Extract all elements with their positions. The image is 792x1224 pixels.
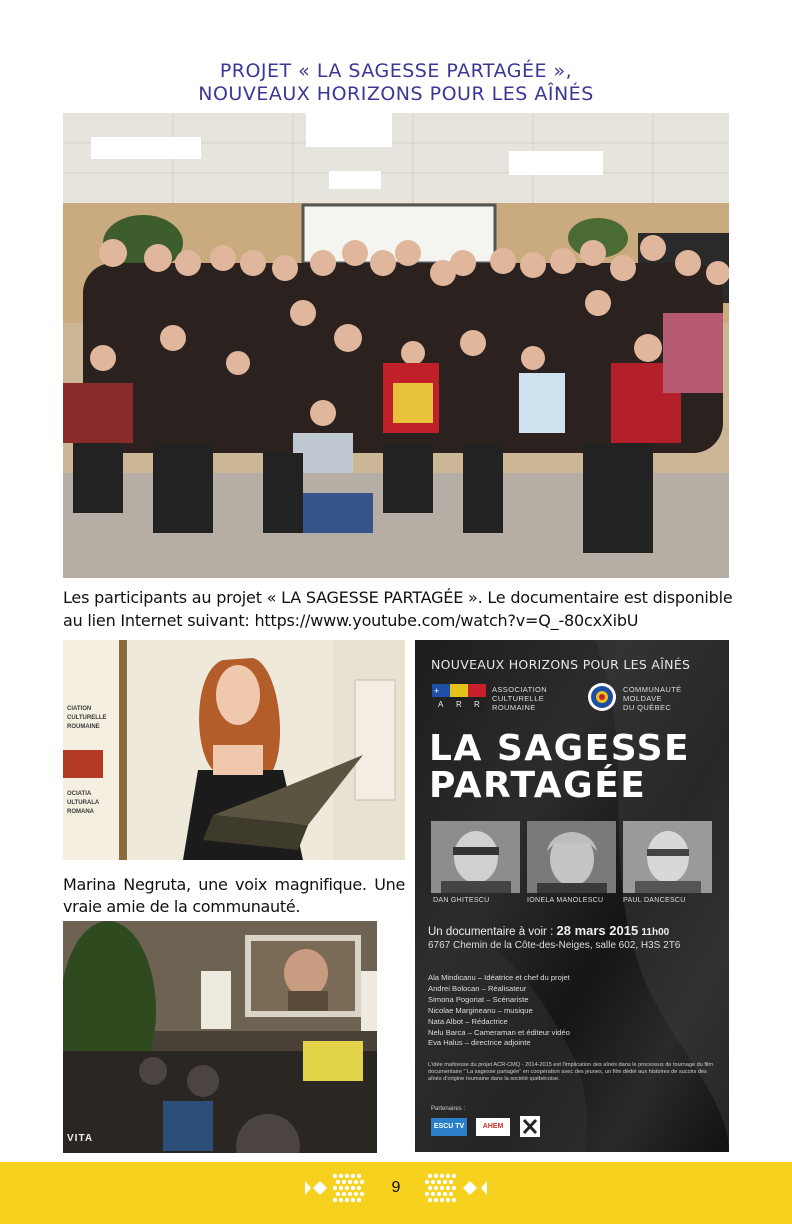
singer-photo-banner-text: OCIATIA ULTURALA ROMANA: [67, 791, 99, 815]
org2-name: [623, 685, 682, 712]
org2-line2: MOLDAVE: [623, 694, 662, 703]
moldovan-community-logo: [587, 682, 617, 712]
screening-time: 11h00: [641, 927, 670, 938]
page-title-line2: NOUVEAUX HORIZONS POUR LES AÎNÉS: [198, 83, 594, 105]
singer-photo: [63, 640, 405, 860]
partner-logo-ahem: [476, 1118, 510, 1136]
page-title-line1: PROJET « LA SAGESSE PARTAGÉE »,: [219, 60, 573, 82]
partner-logo-escu-text: ESCU TV: [433, 1123, 465, 1130]
portrait-3-name: PAUL DANCESCU: [623, 897, 686, 904]
portrait-1: [431, 821, 520, 893]
group-photo-caption-line2: au lien Internet suivant: https://www.youtube.com/watch?v=Q_-80cxXibU: [63, 611, 639, 630]
portrait-1-name: DAN GHITESCU: [433, 897, 490, 904]
credit-item: Nicolae Margineanu – musique: [428, 1005, 533, 1015]
singer-caption-line2: vraie amie de la communauté.: [63, 897, 301, 916]
group-photo-caption-line1: Les participants au projet « LA SAGESSE PARTAGÉE ». Le documentaire est disponible: [63, 588, 733, 607]
org1-line1: ASSOCIATION: [492, 685, 548, 694]
partner-logo-escu: [431, 1118, 467, 1136]
documentary-poster: [415, 640, 729, 1152]
credit-item: Ala Mindicanu – Idéatrice et chef du projet: [428, 973, 570, 982]
screening-photo-watermark: VITA: [67, 1133, 94, 1144]
poster-header: NOUVEAUX HORIZONS POUR LES AÎNÉS: [431, 657, 691, 672]
portrait-2: [527, 821, 616, 893]
group-photo: [63, 113, 729, 578]
org1-line3: ROUMAINE: [492, 703, 536, 712]
decorative-motif-left-icon: [303, 1171, 371, 1205]
svg-text:+: +: [434, 686, 440, 696]
org2-line3: DU QUÉBEC: [623, 703, 672, 712]
org1-name: [492, 685, 547, 712]
svg-text:A: A: [438, 700, 444, 709]
screening-date: [428, 923, 669, 938]
footer-band: [0, 1162, 792, 1224]
project-description: L'idée maîtresse du projet ACR-CMQ - 2014-2015 est l'implication des aînés dans le processus de tournage du film documentaire " La sagesse partagée" en coopération avec des jeunes, un film dédié aux histoires de succès des aînés d'origine roumaine dans la société québécoise.: [428, 1062, 714, 1082]
partner-logo-third: [520, 1116, 540, 1137]
poster-title: [429, 730, 690, 804]
partners-label: Partenaires :: [431, 1106, 466, 1112]
portrait-3: [623, 821, 712, 893]
credit-item: Simona Pogonat – Scénariste: [428, 994, 529, 1004]
org2-line1: COMMUNAUTÉ: [623, 685, 682, 694]
svg-text:R: R: [474, 700, 480, 709]
credit-item: Eva Halus – directrice adjointe: [428, 1038, 531, 1048]
page-number: 9: [391, 1179, 401, 1196]
poster-title-line2: PARTAGÉE: [429, 765, 647, 806]
screening-date-prefix: Un documentaire à voir :: [428, 926, 554, 938]
screening-address: 6767 Chemin de la Côte-des-Neiges, salle 602, H3S 2T6: [428, 940, 681, 951]
romanian-association-logo: [432, 684, 486, 710]
singer-caption-line1: Marina Negruta, une voix magnifique. Une: [63, 875, 405, 894]
poster-title-line1: LA SAGESSE: [429, 728, 691, 769]
credit-item: Andrei Bolocan – Réalisateur: [428, 983, 527, 993]
svg-text:R: R: [456, 700, 462, 709]
screening-date-value: 28 mars 2015: [556, 923, 639, 938]
credit-item: Nelu Barca – Cameraman et éditeur vidéo: [428, 1027, 570, 1037]
credits-list: [428, 973, 570, 1049]
partner-logo-ahem-text: AHEM: [482, 1123, 504, 1130]
decorative-motif-right-icon: [421, 1171, 489, 1205]
credit-item: Nata Albot – Rédactrice: [428, 1016, 508, 1026]
org1-line2: CULTURELLE: [492, 694, 545, 703]
page-title: [0, 60, 792, 106]
portrait-2-name: IONELA MANOLESCU: [527, 897, 604, 904]
singer-photo-banner-text-2: CIATION CULTURELLE ROUMAINE: [67, 706, 107, 730]
screening-photo: [63, 921, 377, 1153]
